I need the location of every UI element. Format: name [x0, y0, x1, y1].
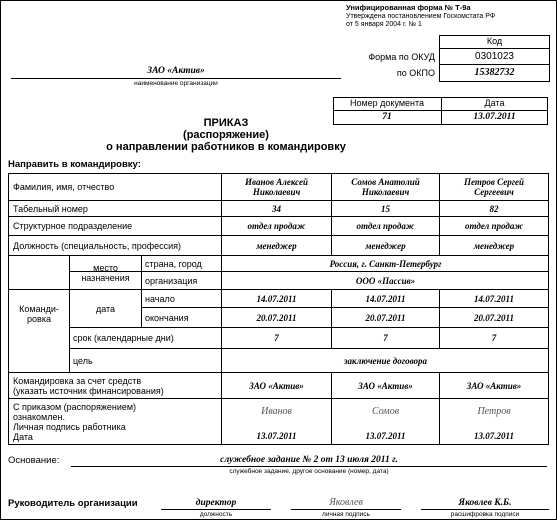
employee-start-date: 14.07.2011 [365, 293, 406, 304]
employee-department: отдел продаж [356, 221, 415, 231]
head-label: Руководитель организации [8, 498, 138, 509]
employee-department: отдел продаж [465, 221, 523, 231]
row-label-fio: Фамилия, имя, отчество [13, 182, 115, 192]
trip-purpose: заключение договора [344, 355, 427, 366]
employee-days: 7 [491, 333, 497, 343]
row-label-tab: Табельный номер [13, 203, 88, 214]
trip-label-1: Команди- [19, 304, 59, 314]
dest-label-2: назначения [81, 272, 130, 283]
basis-value: служебное задание № 2 от 13 июля 2011 г. [220, 455, 398, 465]
head-position-caption: должность [199, 511, 233, 518]
ack-1: С приказом (распоряжением) [13, 401, 137, 412]
trip-label-2: ровка [27, 314, 51, 324]
okud-value: 0301023 [475, 51, 514, 62]
term-label: срок (календарные дни) [73, 333, 174, 343]
send-label: Направить в командировку: [8, 159, 141, 170]
basis-caption: служебное задание, другое основание (номер, дата) [229, 468, 389, 475]
acknowledgement-label [9, 399, 221, 444]
form-name: Унифицированная форма № Т-9а [346, 3, 471, 12]
title-line-2: (распоряжение) [183, 129, 269, 141]
employee-start-date: 14.07.2011 [473, 293, 514, 304]
employee-name-line-2: Сергеевич [474, 187, 514, 197]
end-label: окончания [145, 312, 189, 323]
title-line-1: ПРИКАЗ [203, 117, 249, 129]
employee-name-line-2: Николаевич [252, 187, 301, 197]
head-signature: Яковлев [329, 497, 363, 508]
basis-label: Основание: [8, 455, 60, 466]
okud-label: Форма по ОКУД [368, 52, 435, 62]
employee-end-date: 20.07.2011 [473, 312, 514, 323]
employee-funding: ЗАО «Актив» [358, 380, 413, 391]
employee-signature: Сомов [371, 405, 400, 417]
employee-sign-date: 13.07.2011 [473, 430, 514, 441]
okpo-value: 15382732 [474, 67, 515, 78]
row-label-position: Должность (специальность, профессия) [13, 240, 182, 251]
employee-funding: ЗАО «Актив» [249, 380, 304, 391]
employee-position: менеджер [256, 240, 297, 251]
destination-city: Россия, г. Санкт-Петербург [329, 258, 442, 269]
doc-number: 71 [382, 112, 392, 122]
doc-number-label: Номер документа [349, 98, 425, 108]
head-decode-caption: расшифровка подписи [450, 511, 520, 518]
employee-days: 7 [383, 333, 388, 343]
employee-sign-date: 13.07.2011 [365, 430, 406, 441]
dest-label-1: место [93, 262, 118, 273]
employee-end-date: 20.07.2011 [256, 312, 297, 323]
ack-3: Личная подпись работника [13, 421, 126, 432]
funding-label [9, 373, 221, 398]
employee-name-line-1: Иванов Алексей [245, 177, 308, 187]
employee-name-line-2: Николаевич [361, 187, 410, 197]
employee-name-line-1: Сомов Анатолий [351, 177, 420, 187]
funding-label-1: Командировка за счет средств [13, 375, 142, 386]
employee-name [440, 174, 548, 200]
organization-caption: наименование организации [134, 80, 218, 87]
destination-organization: ООО «Пассив» [355, 275, 416, 286]
head-decode: Яковлев К.Б. [458, 498, 512, 508]
employee-name [222, 174, 331, 200]
employee-sign-date: 13.07.2011 [256, 430, 297, 441]
approved-line-2: от 5 января 2004 г. № 1 [346, 21, 422, 28]
employee-name [332, 174, 439, 200]
organization-label: организация [145, 275, 198, 286]
doc-date: 13.07.2011 [473, 112, 516, 122]
employee-position: менеджер [365, 240, 406, 251]
country-city-label: страна, город [145, 258, 202, 269]
head-signature-caption: личная подпись [322, 511, 370, 518]
employee-start-date: 14.07.2011 [256, 293, 297, 304]
destination-label [70, 256, 141, 289]
employee-tab-number: 82 [489, 203, 499, 214]
employee-end-date: 20.07.2011 [365, 312, 406, 323]
ack-4: Дата [13, 431, 33, 442]
purpose-label: цель [73, 355, 93, 366]
employee-tab-number: 15 [381, 203, 390, 214]
code-header: Код [486, 36, 503, 46]
date-label: дата [95, 303, 116, 314]
title-line-3: о направлении работников в командировку [106, 141, 346, 153]
employee-name-line-1: Петров Сергей [463, 177, 525, 187]
ack-2: ознакомлен. [13, 411, 65, 422]
funding-label-2: (указать источник финансирования) [13, 385, 164, 396]
okpo-label: по ОКПО [396, 68, 435, 78]
doc-date-label: Дата [484, 98, 505, 108]
approved-line-1: Утверждена постановлением Госкомстата РФ [346, 13, 496, 20]
row-label-dept: Структурное подразделение [13, 221, 133, 231]
form-header-note [346, 4, 551, 29]
employee-position: менеджер [473, 240, 515, 251]
start-label: начало [145, 293, 175, 304]
trip-label [9, 256, 69, 372]
employee-signature: Петров [477, 405, 511, 417]
employee-signature: Иванов [261, 405, 292, 417]
organization-name: ЗАО «Актив» [147, 66, 205, 76]
employee-department: отдел продаж [247, 221, 306, 231]
head-position: директор [195, 498, 237, 508]
employee-funding: ЗАО «Актив» [466, 380, 522, 391]
employee-tab-number: 34 [272, 203, 281, 214]
employee-days: 7 [274, 333, 279, 343]
order-title [61, 117, 391, 153]
